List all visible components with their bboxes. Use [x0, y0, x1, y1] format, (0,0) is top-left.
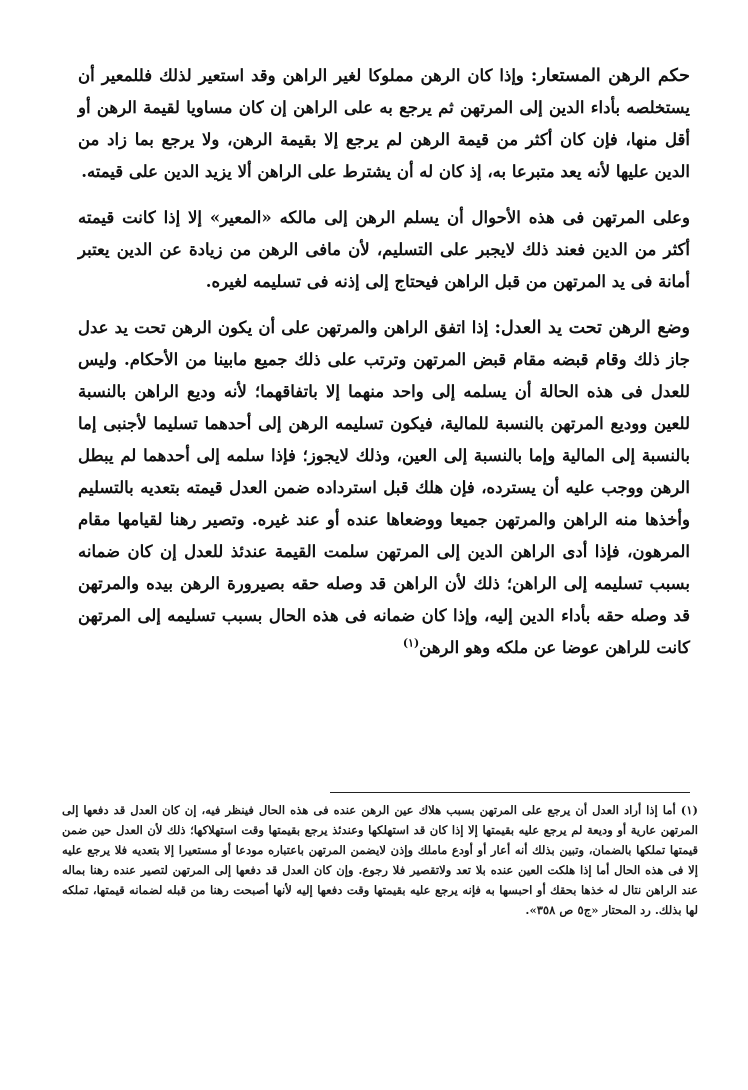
footnote-text: (١) أما إذا أراد العدل أن يرجع على المرتهن بسبب هلاك عين الرهن عنده فى هذه الحال فينظر فيه، إن كان العدل قد دفعها إلى المرتهن عارية أو وديعة لم يرجع عليه بقيمتها إلا إذا كان قد استهلكها وعندئذ يرجع بقيمتها وقت استهلاكها؛ ذلك لأن العدل حين ضمن قيمتها تملكها بالضمان، وتبين بذلك أنه أعار أو أودع ماملك وإذن لايضمن المرتهن باعتباره مودعا أو مستعيرا إلا بتعديه فلا يرجع عليه إلا فى هذه الحال أما إذا هلكت العين عنده بلا تعد ولاتقصير فلا رجوع. وإن كان العدل قد دفعها إلى المرتهن لتصير عنده رهنا بماله عند الراهن نتال له خذها بحقك أو احبسها به فإنه يرجع عليه بقيمتها وقت دفعها إليه لأنها أصبحت رهنا من قبله لضمانه قيمتها، تملكه لها بذلك. رد المحتار «ج٥ ص ٣٥٨». [62, 803, 698, 917]
section-heading-pledge-with-trustee: وضع الرهن تحت يد العدل: [494, 318, 690, 338]
footnote-divider [330, 792, 690, 793]
footnote-marker: (١) [402, 636, 420, 650]
paragraph-pledge-with-trustee [78, 312, 690, 664]
paragraph-text: وعلى المرتهن فى هذه الأحوال أن يسلم الرهن إلى مالكه «المعير» إلا إذا كانت قيمته أكثر من الدين فعند ذلك لايجبر على التسليم، لأن مافى الرهن من زيادة عن الدين يعتبر أمانة فى يد المرتهن من قبل الراهن فيحتاج إلى إذنه فى تسليمه لغيره. [78, 208, 690, 291]
section-heading-borrowed-pledge: حكم الرهن المستعار: [530, 66, 690, 86]
footnote [62, 800, 698, 920]
paragraph-text: وإذا كان الرهن مملوكا لغير الراهن وقد استعير لذلك فللمعير أن يستخلصه بأداء الدين إلى المرتهن ثم يرجع به على الراهن إن كان مساويا لقيمة الرهن أو أقل منها، فإن كان أكثر من قيمة الرهن لم يرجع إلا بقيمة الرهن، ولا يرجع بما زاد من الدين عليها لأنه يعد متبرعا به، إذ كان له أن يشترط على الراهن ألا يزيد الدين على قيمته. [78, 66, 690, 181]
page-body [78, 60, 690, 678]
paragraph-text: إذا اتفق الراهن والمرتهن على أن يكون الرهن تحت يد عدل جاز ذلك وقام قبضه مقام قبض المرتهن وترتب على ذلك جميع مابينا من الأحكام. وليس للعدل فى هذه الحالة أن يسلمه إلى واحد منهما إلا باتفاقهما؛ لأنه وديع الراهن بالنسبة للعين ووديع المرتهن بالنسبة للمالية، فيكون تسليمه الرهن إلى أحدهما تسليما لأجنبى إما بالنسبة إلى المالية وإما بالنسبة إلى العين، وذلك لايجوز؛ فإذا سلمه إلى أحدهما لم يبطل الرهن ووجب عليه أن يسترده، فإن هلك قبل استرداده ضمن العدل قيمته بتعديه بالتسليم وأخذها منه الراهن والمرتهن جميعا ووضعاها عنده أو عند غيره. وتصير رهنا لقيامها مقام المرهون، فإذا أدى الراهن الدين إلى المرتهن سلمت القيمة عندئذ للعدل إن كان ضمانه بسبب تسليمه إلى الراهن؛ ذلك لأن الراهن قد وصله حقه بصيرورة الرهن بيده والمرتهن قد وصله حقه بأداء الدين إليه، وإذا كان ضمانه فى هذه الحال بسبب تسليمه إلى المرتهن كانت للراهن عوضا عن ملكه وهو الرهن [78, 318, 690, 657]
paragraph-borrowed-pledge [78, 60, 690, 188]
paragraph-return-to-lender [78, 202, 690, 298]
